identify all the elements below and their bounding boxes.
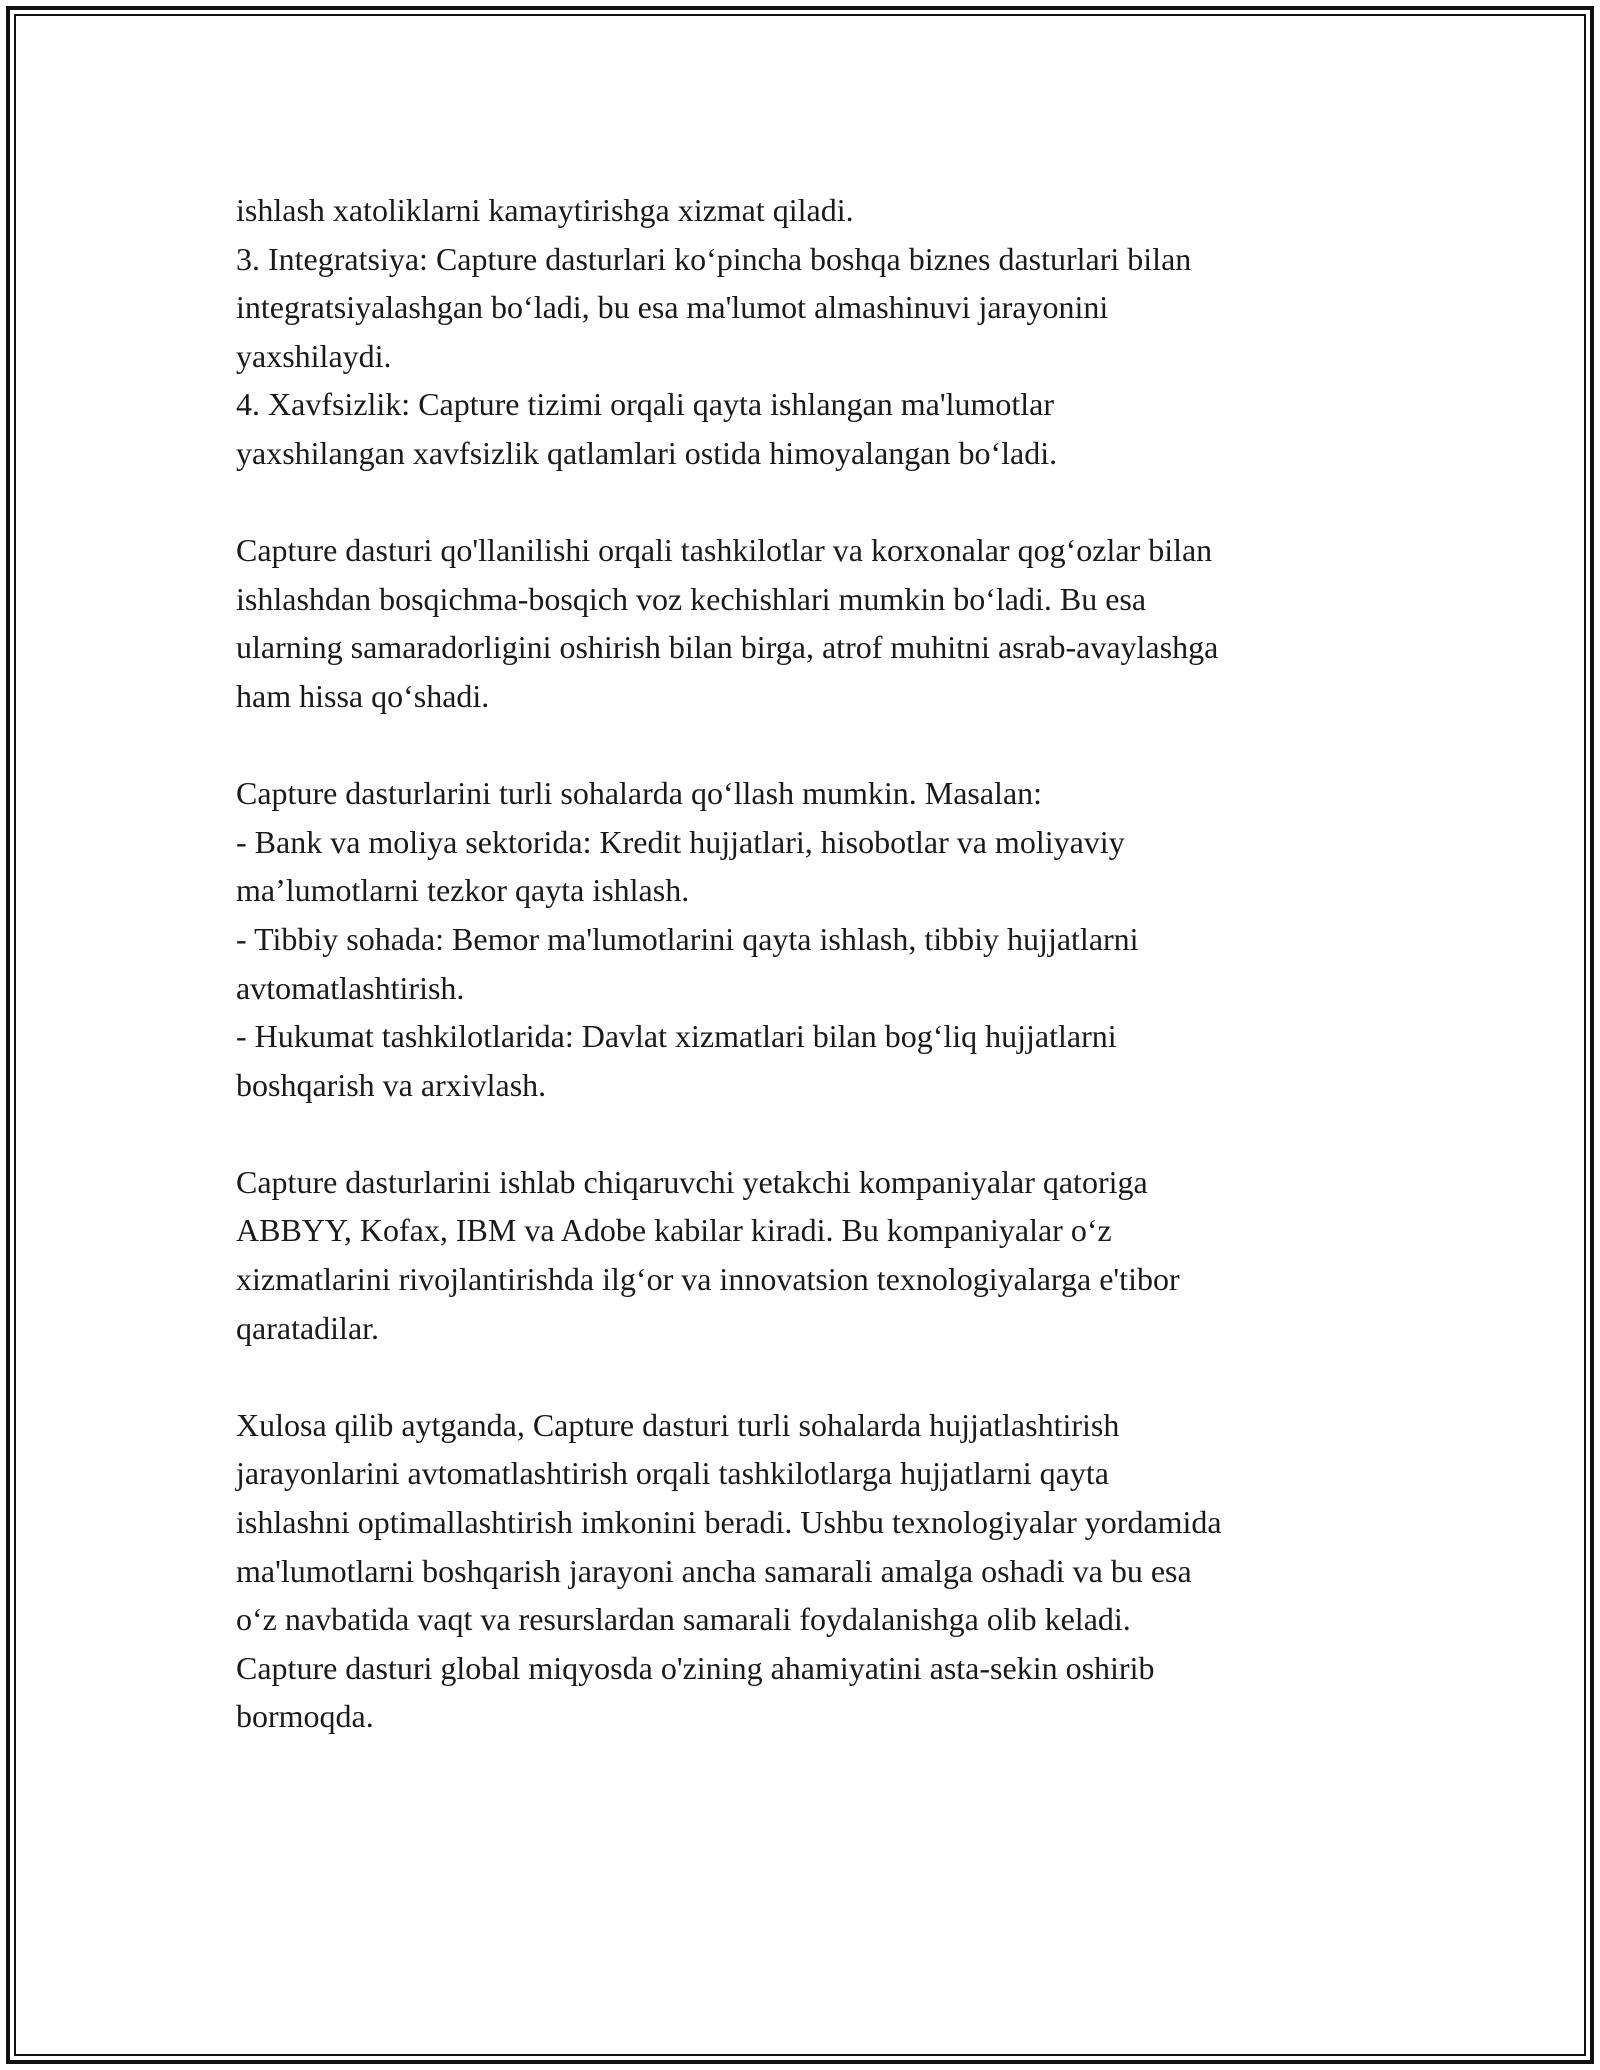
blank-line (236, 1109, 1386, 1158)
text-line: bormoqda. (236, 1698, 374, 1735)
text-line: xizmatlarini rivojlantirishda ilg‘or va innovatsion texnologiyalarga e'tibor (236, 1261, 1180, 1298)
text-line: qaratadilar. (236, 1309, 380, 1346)
blank-line (236, 1352, 1386, 1401)
text-line: Capture dasturi global miqyosda o'zining ahamiyatini asta-sekin oshirib (236, 1649, 1155, 1686)
text-line: - Hukumat tashkilotlarida: Davlat xizmatlari bilan bog‘liq hujjatlarni (236, 1018, 1117, 1055)
blank-line (236, 478, 1386, 527)
text-line: 3. Integratsiya: Capture dasturlari ko‘pincha boshqa biznes dasturlari bilan (236, 240, 1192, 277)
text-line: - Tibbiy sohada: Bemor ma'lumotlarini qayta ishlash, tibbiy hujjatlarni (236, 920, 1139, 957)
text-line: Capture dasturlarini turli sohalarda qo‘llash mumkin. Masalan: (236, 775, 1043, 812)
text-line: ma’lumotlarni tezkor qayta ishlash. (236, 872, 690, 909)
blank-line (236, 721, 1386, 770)
text-line: ularning samaradorligini oshirish bilan birga, atrof muhitni asrab-avaylashga (236, 629, 1219, 666)
text-line: ma'lumotlarni boshqarish jarayoni ancha samarali amalga oshadi va bu esa (236, 1552, 1192, 1589)
text-line: ishlashni optimallashtirish imkonini beradi. Ushbu texnologiyalar yordamida (236, 1504, 1222, 1541)
text-line: Capture dasturi qo'llanilishi orqali tashkilotlar va korxonalar qog‘ozlar bilan (236, 532, 1213, 569)
text-line: o‘z navbatida vaqt va resurslardan samarali foydalanishga olib keladi. (236, 1601, 1131, 1638)
text-line: boshqarish va arxivlash. (236, 1066, 547, 1103)
text-line: - Bank va moliya sektorida: Kredit hujjatlari, hisobotlar va moliyaviy (236, 823, 1125, 860)
text-line: yaxshilangan xavfsizlik qatlamlari ostida himoyalangan bo‘ladi. (236, 434, 1058, 471)
text-line: ishlash xatoliklarni kamaytirishga xizmat qiladi. (236, 192, 854, 228)
text-line: avtomatlashtirish. (236, 969, 465, 1006)
text-line: Xulosa qilib aytganda, Capture dasturi turli sohalarda hujjatlashtirish (236, 1406, 1120, 1443)
text-line: yaxshilaydi. (236, 337, 392, 374)
text-line: ham hissa qo‘shadi. (236, 677, 490, 714)
text-line: Capture dasturlarini ishlab chiqaruvchi yetakchi kompaniyalar qatoriga (236, 1163, 1148, 1200)
document-body (236, 186, 1386, 1741)
text-line: integratsiyalashgan bo‘ladi, bu esa ma'lumot almashinuvi jarayonini (236, 289, 1109, 326)
text-line: ABBYY, Kofax, IBM va Adobe kabilar kiradi. Bu kompaniyalar o‘z (236, 1212, 1112, 1249)
text-line: jarayonlarini avtomatlashtirish orqali tashkilotlarga hujjatlarni qayta (236, 1455, 1109, 1492)
text-line: 4. Xavfsizlik: Capture tizimi orqali qayta ishlangan ma'lumotlar (236, 386, 1054, 423)
text-line: ishlashdan bosqichma-bosqich voz kechishlari mumkin bo‘ladi. Bu esa (236, 580, 1147, 617)
